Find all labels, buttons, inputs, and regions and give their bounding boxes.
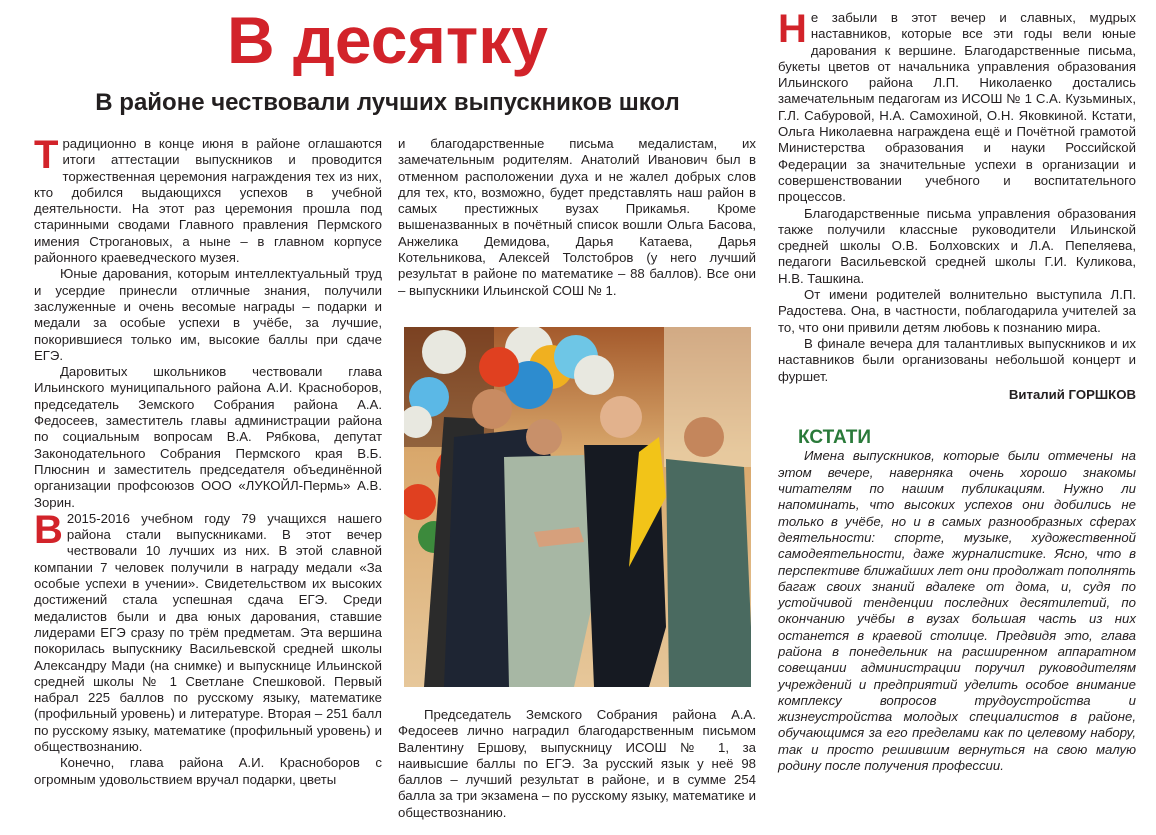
sidebar-heading: КСТАТИ — [798, 427, 872, 449]
author-signature: Виталий ГОРШКОВ — [1008, 386, 1136, 402]
paragraph — [34, 133, 382, 266]
article-title: В десятку — [226, 3, 548, 77]
paragraph: Конечно, глава района А.И. Красноборов с огромным удовольствием вручал подарки, цветы — [34, 755, 382, 787]
paragraph — [778, 7, 1136, 206]
drop-cap: Н — [778, 7, 807, 51]
paragraph: От имени родителей волнительно выступила Л.П. Радостева. Она, в частности, поблагодарила учителей за то, что они привили детям любовь к познанию мира. — [778, 287, 1136, 335]
sidebar-box — [778, 448, 1136, 774]
paragraph-text: е забыли в этот вечер и славных, мудрых наставников, которые все эти годы вели юные дарования к вершине. Благодарственные письма, букеты цветов от начальника управления образования Ильинского района Л.П. Николаенко достались замечательным педагогам из ИСОШ № 1 С.А. Кузьминых, Г.Л. Сабуровой, Н.А. Самохиной, О.Н. Яковкиной. Кстати, Ольга Николаевна награждена ещё и Почётной грамотой Министерства образования и науки Российской Федерации за значительные успехи в организации и совершенствовании учебного и воспитательного процессов. — [778, 10, 1136, 205]
paragraph: В финале вечера для талантливых выпускников и их наставников были организованы небольшой концерт и фуршет. — [778, 335, 1136, 384]
sidebar-text: Имена выпускников, которые были отмечены на этом вечере, наверняка очень хорошо знакомы читателям по нашим публикациям. Нужно ли напоминать, что высоких успехов они добились не только в учёбе, но и в самых разнообразных сферах деятельности: спорте, музыке, художественной самодеятельности, даже журналистике. Ясно, что в перспективе ближайших лет они продолжат пополнять багаж своих знаний вдалеке от дома, и, судя по устойчивой тенденции последних десятилетий, по окончанию учёбы в вузах большая часть из них останется в краевой столице. Предвидя это, глава района в понедельник на расширенном аппаратном совещании администрации поручил руководителям учреждений и предприятий уделить особое внимание комплексу вопросов трудоустройства и жизнеустройства молодых специалистов в районе, обучающимся за его пределами как по целевому набору, так и просто решившим вернуться на свою малую родину после получения профессии. — [778, 448, 1136, 774]
article-photo — [404, 327, 751, 687]
paragraph-text: радиционно в конце июня в районе оглашаются итоги аттестации выпускников и проводится торжественная церемония награждения тех из них, кто добился выдающихся успехов в учебной деятельности. На этот раз церемония прошла под старинными сводами Главного правления Пермского имения Строгановых, а ныне – в главном корпусе районного краеведческого музея. — [34, 136, 382, 266]
drop-cap: В — [34, 507, 63, 552]
column-2 — [398, 136, 756, 299]
paragraph — [34, 507, 382, 755]
photo-illustration — [404, 327, 751, 687]
paragraph: Даровитых школьников чествовали глава Ильинского муниципального района А.И. Красноборов, председатель Земского Собрания района А.А. Федосеев, заместитель главы администрации района по социальным вопросам В.А. Рябкова, депутат Законодательного Собрания Пермского края В.Б. Плюснин и заместитель председателя объединённой организации профсоюзов ООО «ЛУКОЙЛ-Пермь» А.В. Зорин. — [34, 364, 382, 510]
paragraph: Благодарственные письма управления образования также получили классные руководители Ильинской средней школы О.В. Болховских и Л.А. Пепеляева, педагоги Васильевской средней школы Г.И. Куликова, Н.В. Ташкина. — [778, 205, 1136, 286]
drop-cap: Т — [34, 133, 59, 177]
paragraph: и благодарственные письма медалистам, их замечательным родителям. Анатолий Иванович был в отменном расположении духа и не жалел добрых слов для тех, кто, возможно, будет представлять наш район в самых престижных вузах Прикамья. Кроме вышеназванных в почётный список вошли Ольга Басова, Анжелика Демидова, Дарья Катаева, Дарья Котельникова, Алексей Толстобров (у него лучший результат в районе по математике – 88 баллов). Все они – выпускники Ильинской СОШ № 1. — [398, 136, 756, 298]
column-1 — [34, 133, 382, 788]
paragraph-text: 2015-2016 учебном году 79 учащихся нашего района стали выпускниками. В этот вечер чествовали 10 лучших из них. В этой славной компании 7 человек получили в награду медали «За особые успехи в учении». Свидетельством их высоких достижений стала успешная сдача ЕГЭ. Среди медалистов были и два юных дарования, ставшие лидерами ЕГЭ сразу по трём предметам. Эта вершина покорилась выпускнику Васильевской средней школы Александру Мади (на снимке) и выпускнице Ильинской средней школы № 1 Светлане Спешковой. Первый набрал 225 баллов по русскому языку, математике (профильный уровень) и литературе. Вторая – 251 балл по русскому языку, математике (профильный уровень) и обществознанию. — [34, 510, 382, 754]
article-subtitle: В районе чествовали лучших выпускников школ — [95, 89, 680, 116]
paragraph: Юные дарования, которым интеллектуальный труд и усердие принесли отличные знания, получили заслуженные и очень весомые награды – подарки и медали за особые успехи в учёбе, за лучшие, покорившиеся только им, высокие баллы при сдаче ЕГЭ. — [34, 266, 382, 363]
column-3 — [778, 7, 1136, 774]
photo-caption: Председатель Земского Собрания района А.А. Федосеев лично наградил благодарственным письмом Валентину Ершову, выпускницу ИСОШ № 1, за наивысшие баллы по ЕГЭ. За русский язык у неё 98 баллов – лучший результат в районе, и в сумме 254 балла за три экзамена – по русскому языку, математике и обществознанию. — [398, 707, 756, 820]
